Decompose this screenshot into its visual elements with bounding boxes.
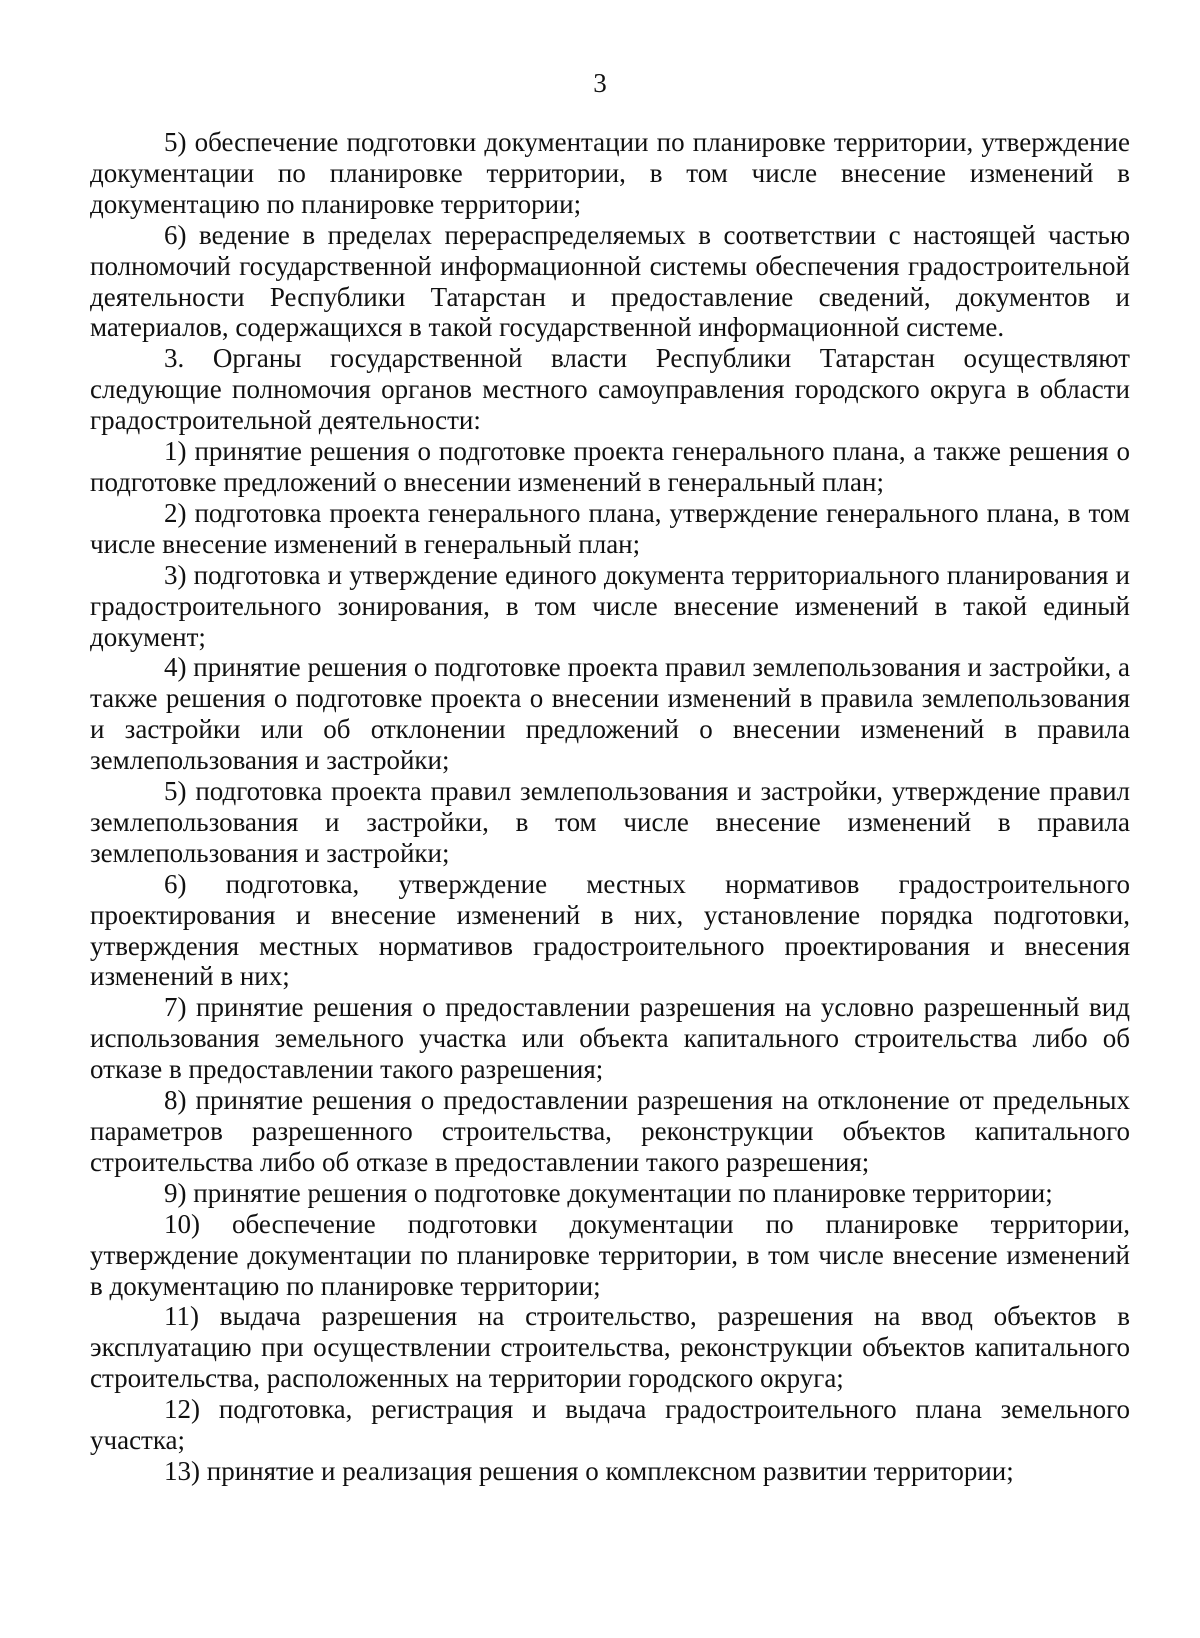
paragraph-item-4: 4) принятие решения о подготовке проекта правил землепользования и застройки, а также решения о подготовке проекта о внесении изменений в правила землепользования и застройки или об отклонении предложений о внесении изменений в правила землепользования и застройки; bbox=[90, 652, 1130, 776]
paragraph-item-11: 11) выдача разрешения на строительство, разрешения на ввод объектов в эксплуатацию при осуществлении строительства, реконструкции объектов капитального строительства, расположенных на территории городского округа; bbox=[90, 1301, 1130, 1394]
paragraph-item-7: 7) принятие решения о предоставлении разрешения на условно разрешенный вид использования земельного участка или объекта капитального строительства либо об отказе в предоставлении такого разрешения; bbox=[90, 992, 1130, 1085]
paragraph-item-6b: 6) подготовка, утверждение местных нормативов градостроительного проектирования и внесение изменений в них, установление порядка подготовки, утверждения местных нормативов градостроительного проектирования и внесения изменений в них; bbox=[90, 868, 1130, 992]
paragraph-item-2: 2) подготовка проекта генерального плана, утверждение генерального плана, в том числе внесение изменений в генеральный план; bbox=[90, 497, 1130, 559]
paragraph-section-3: 3. Органы государственной власти Республики Татарстан осуществляют следующие полномочия органов местного самоуправления городского округа в области градостроительной деятельности: bbox=[90, 343, 1130, 436]
document-body bbox=[90, 127, 1130, 1487]
paragraph-item-3: 3) подготовка и утверждение единого документа территориального планирования и градостроительного зонирования, в том числе внесение изменений в такой единый документ; bbox=[90, 559, 1130, 652]
paragraph-item-12: 12) подготовка, регистрация и выдача градостроительного плана земельного участка; bbox=[90, 1394, 1130, 1456]
paragraph-item-9: 9) принятие решения о подготовке документации по планировке территории; bbox=[164, 1177, 1053, 1208]
paragraph-item-5b: 5) подготовка проекта правил землепользования и застройки, утверждение правил землепользования и застройки, в том числе внесение изменений в правила землепользования и застройки; bbox=[90, 776, 1130, 868]
paragraph-item-8: 8) принятие решения о предоставлении разрешения на отклонение от предельных параметров разрешенного строительства, реконструкции объектов капитального строительства либо об отказе в предоставлении такого разрешения; bbox=[90, 1085, 1130, 1177]
paragraph-item-1: 1) принятие решения о подготовке проекта генерального плана, а также решения о подготовке предложений о внесении изменений в генеральный план; bbox=[90, 436, 1130, 497]
paragraph-item-5: 5) обеспечение подготовки документации по планировке территории, утверждение документации по планировке территории, в том числе внесение изменений в документацию по планировке территории; bbox=[90, 127, 1130, 219]
paragraph-item-13: 13) принятие и реализация решения о комплексном развитии территории; bbox=[164, 1455, 1014, 1486]
paragraph-item-6: 6) ведение в пределах перераспределяемых в соответствии с настоящей частью полномочий государственной информационной системы обеспечения градостроительной деятельности Республики Татарстан и предоставление сведений, документов и материалов, содержащихся в такой государственной информационной системе. bbox=[90, 219, 1130, 343]
page-number: 3 bbox=[593, 68, 607, 98]
paragraph-item-10: 10) обеспечение подготовки документации по планировке территории, утверждение документации по планировке территории, в том числе внесение изменений в документацию по планировке территории; bbox=[90, 1208, 1130, 1301]
